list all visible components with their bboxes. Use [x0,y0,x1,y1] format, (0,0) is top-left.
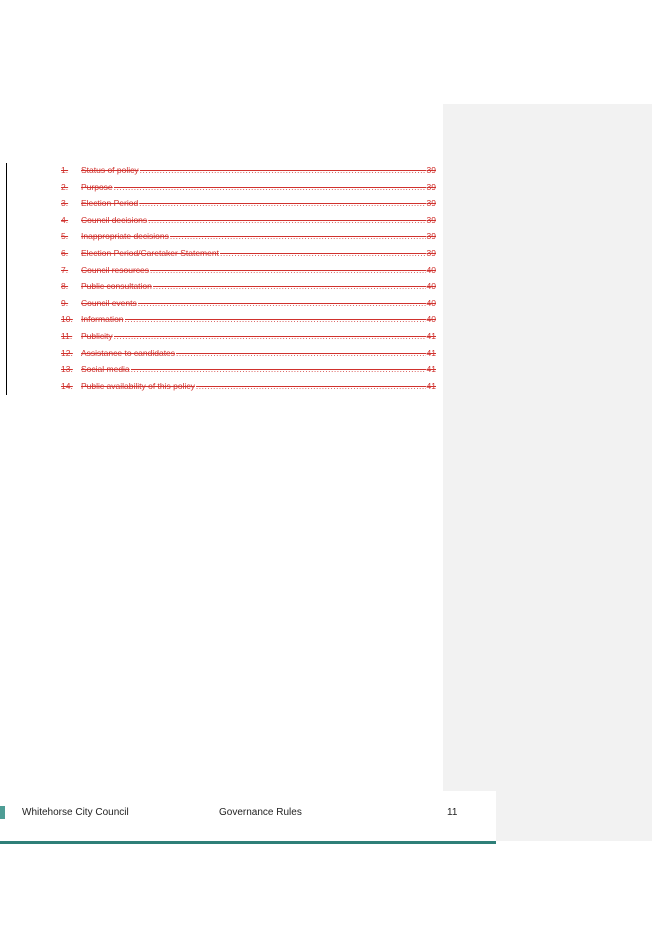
toc-dot-leader [114,182,426,192]
toc-entry-page: 39 [426,198,436,209]
toc-entry-number: 1. [61,165,69,175]
toc-entry-page: 39 [426,165,436,175]
toc-entry-title: Inappropriate decisions [81,231,169,242]
toc-entry-page: 41 [426,347,436,358]
toc-entry-page: 39 [426,231,436,242]
toc-entry-number: 7. [61,264,69,275]
toc-dot-leader [140,165,426,175]
toc-entry-page: 40 [426,314,436,325]
toc-dot-leader [170,231,426,241]
table-of-contents [61,165,436,397]
toc-entry-title: Public consultation [81,281,152,292]
toc-dot-leader [196,381,426,391]
toc-entry-number: 2. [61,181,69,192]
toc-entry-number: 5. [61,231,69,242]
toc-entry-page: 40 [426,264,436,275]
comment-pane [443,104,652,791]
toc-entry-title: Council resources [81,264,150,275]
toc-dot-leader [125,314,426,324]
toc-entry[interactable] [61,364,436,381]
toc-entry-number: 14. [61,380,73,391]
revision-change-bar [6,163,7,395]
toc-entry[interactable] [61,331,436,348]
footer-rule [0,841,496,844]
toc-entry[interactable] [61,182,436,199]
toc-dot-leader [150,265,426,275]
toc-dot-leader [153,281,426,291]
toc-entry-title: Status of policy [81,165,139,175]
toc-entry-number: 3. [61,198,69,209]
toc-entry-number: 11. [61,330,73,341]
comment-pane-extension [496,791,652,841]
toc-entry-title: Election Period/Caretaker Statement [81,247,219,258]
toc-entry-title: Information [81,314,124,325]
toc-dot-leader [138,298,426,308]
toc-entry-page: 40 [426,281,436,292]
toc-entry[interactable] [61,198,436,215]
toc-entry-page: 39 [426,247,436,258]
toc-entry[interactable] [61,298,436,315]
toc-entry[interactable] [61,281,436,298]
toc-entry-title: Council decisions [81,214,148,225]
toc-entry-title: Publicity [81,330,113,341]
toc-entry-number: 9. [61,297,69,308]
toc-entry-number: 12. [61,347,73,358]
footer-page-number: 11 [447,807,458,818]
toc-entry[interactable] [61,231,436,248]
toc-entry[interactable] [61,248,436,265]
toc-entry[interactable] [61,381,436,398]
footer-accent-mark [0,806,5,819]
toc-entry[interactable] [61,265,436,282]
toc-entry-page: 40 [426,297,436,308]
toc-entry-page: 41 [426,330,436,341]
toc-entry[interactable] [61,165,436,182]
footer-organisation: Whitehorse City Council [22,807,129,818]
toc-entry-page: 39 [426,181,436,192]
toc-entry-number: 13. [61,364,73,375]
toc-dot-leader [176,348,426,358]
toc-dot-leader [139,198,425,208]
toc-entry-title: Purpose [81,181,113,192]
toc-dot-leader [131,364,426,374]
toc-entry-title: Social media [81,364,130,375]
toc-entry-title: Assistance to candidates [81,347,176,358]
toc-entry-title: Public availability of this policy [81,380,195,391]
toc-dot-leader [148,215,425,225]
toc-entry-page: 41 [426,380,436,391]
toc-entry[interactable] [61,348,436,365]
toc-entry-title: Council events [81,297,137,308]
toc-entry-page: 41 [426,364,436,375]
toc-entry-page: 39 [426,214,436,225]
toc-entry-number: 6. [61,247,69,258]
toc-entry[interactable] [61,314,436,331]
toc-entry-number: 8. [61,281,69,292]
toc-dot-leader [220,248,426,258]
toc-entry-title: Election Period [81,198,139,209]
toc-entry-number: 4. [61,214,69,225]
toc-entry-number: 10. [61,314,73,325]
footer-document-title: Governance Rules [219,807,302,818]
toc-entry[interactable] [61,215,436,232]
toc-dot-leader [114,331,426,341]
